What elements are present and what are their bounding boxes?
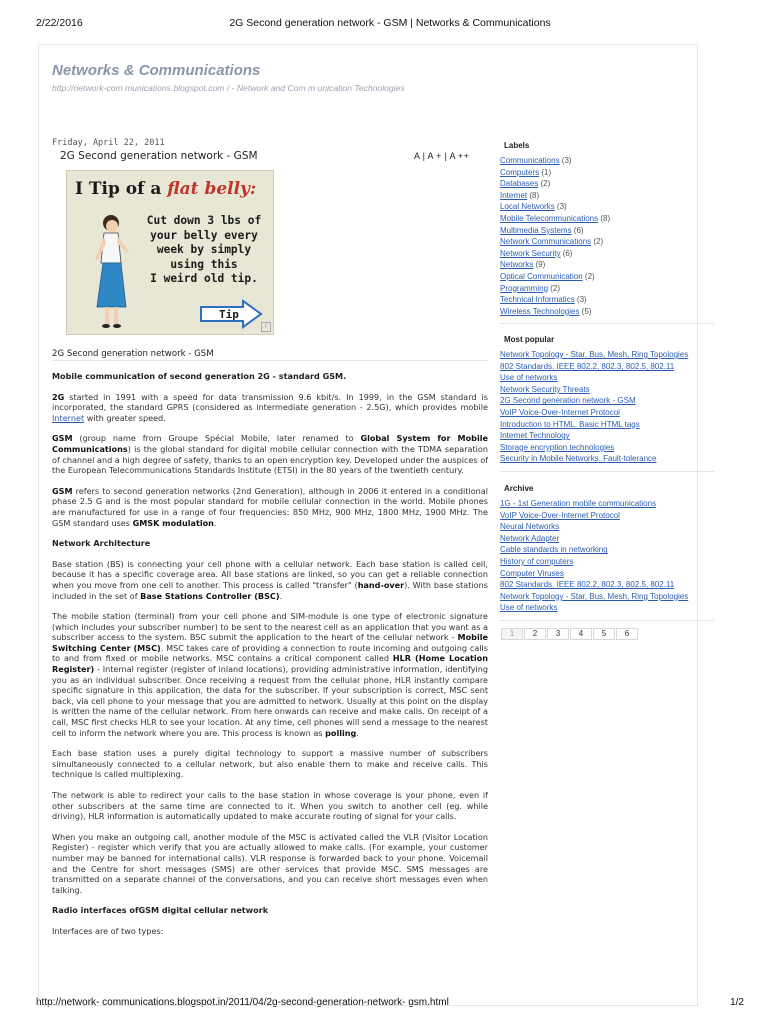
label-link[interactable]: Optical Communication [500, 271, 583, 281]
ad-tip-label: Tip [219, 308, 239, 321]
archive-item [500, 533, 714, 545]
ad-line: week by simply [156, 243, 252, 256]
label-count: (2) [591, 237, 604, 247]
ad-line: Cut down 3 lbs of [146, 214, 262, 227]
ad-line: using this [170, 257, 238, 271]
ad-banner[interactable] [66, 170, 274, 335]
blog-title[interactable]: Networks & Communications [52, 62, 261, 79]
archive-item [500, 544, 714, 556]
popular-item [500, 372, 714, 384]
most-popular-list [500, 349, 714, 465]
post-date: Friday, April 22, 2011 [52, 138, 165, 148]
sidebar-archive [500, 484, 714, 629]
popular-item [500, 361, 714, 373]
label-item [500, 225, 714, 237]
label-item [500, 213, 714, 225]
label-count: (6) [571, 225, 584, 235]
term-2g: 2G [52, 391, 65, 402]
article-paragraph: Each base station uses a purely digital technology to support a massive number of subscribers simultaneously connected to a cellular network, but also enable them to make and receive calls. This technique is called multiplexing. [52, 748, 488, 780]
popular-item [500, 419, 714, 431]
text-span: started in 1991 with a speed for data transmission 9.6 kbit/s. In 1999, in the GSM standard is incorporated, the standard GPRS (considered as intermediate generation - 2.5G), which provides mobile [52, 391, 488, 413]
popular-item [500, 395, 714, 407]
label-link[interactable]: Network Communications [500, 237, 592, 247]
term-gmsk: GMSK modulation [132, 517, 214, 528]
most-popular-title: Most popular [504, 335, 555, 344]
popular-link[interactable]: Internet Technology [500, 431, 570, 441]
text-span: refers to second generation networks (2nd Generation), although in 2006 it entered in a conditional phase 2.5 G and is the most popular standard for mobile cellular connection in the world. Mobile phones are manufactured for use in a range of four frequencies: 850 MHz, 900 MHz, 1800 MHz, 1900 MHz. The GSM standard uses [52, 485, 488, 528]
archive-item [500, 498, 714, 510]
term-msc: Mobile Switching Center (MSC) [52, 632, 488, 653]
term-polling: polling [325, 727, 357, 738]
archive-item [500, 579, 714, 591]
label-link[interactable]: Computers [500, 167, 540, 177]
archive-link[interactable]: History of computers [500, 556, 574, 566]
popular-item [500, 442, 714, 454]
ad-headline [75, 179, 256, 199]
ad-info-icon[interactable]: i [261, 322, 271, 332]
popular-link[interactable]: Introduction to HTML. Basic HTML tags [500, 419, 640, 429]
label-link[interactable]: Multimedia Systems [500, 225, 572, 235]
label-count: (1) [539, 167, 552, 177]
archive-title: Archive [504, 484, 534, 493]
term-bsc: Base Stations Controller (BSC) [140, 590, 280, 601]
label-count: (6) [560, 248, 573, 258]
text-span: Base station (BS) is connecting your cell phone with a cellular network. Each base station is called cell, because it has a specific coverage area. All base stations are linked, so you can get a reliable connection when you move from one cell to another. This process is called "transfer" ( [52, 558, 488, 590]
ad-headline-b: flat belly: [167, 179, 257, 199]
archive-link[interactable]: Cable standards in networking [500, 545, 608, 555]
sidebar-labels [500, 141, 714, 332]
label-item [500, 236, 714, 248]
print-page-number: 1/2 [730, 997, 744, 1008]
popular-link[interactable]: VoIP Voice-Over-Internet Protocol [500, 407, 620, 417]
text-span: ) is the global standard for digital mobile cellular connection with the TDMA separation of channel and a high degree of safety, thanks to an open encryption key. Developed under the auspices of the European Telecommunications Standards Institute (ETSI) in the 80 years of the twentieth century. [52, 443, 488, 476]
ad-headline-a: I Tip of a [75, 179, 168, 199]
article-paragraph [52, 433, 488, 475]
internet-link[interactable]: Internet [52, 412, 85, 423]
label-link[interactable]: Databases [500, 179, 539, 189]
label-count: (5) [579, 306, 592, 316]
archive-link[interactable]: Computer Viruses [500, 568, 564, 578]
archive-link[interactable]: Network Adapter [500, 533, 560, 543]
label-count: (3) [574, 295, 587, 305]
popular-link[interactable]: Use of networks [500, 373, 558, 383]
archive-item [500, 521, 714, 533]
text-span: . [213, 517, 217, 528]
woman-illustration-icon [83, 211, 141, 331]
archive-item [500, 556, 714, 568]
page-link[interactable]: 2 [524, 628, 546, 640]
popular-item [500, 349, 714, 361]
term-gsm-full: Global System for Mobile Communications [52, 433, 488, 454]
label-link[interactable]: Internet [500, 190, 528, 200]
label-count: (2) [582, 271, 595, 281]
label-item [500, 294, 714, 306]
labels-list [500, 155, 714, 317]
post-title[interactable]: 2G Second generation network - GSM [60, 150, 258, 162]
ad-line: your belly every [150, 228, 258, 242]
archive-pagination [501, 628, 639, 640]
popular-link[interactable]: Network Topology - Star, Bus, Mesh, Ring Topologies [500, 350, 689, 359]
popular-item [500, 453, 714, 465]
archive-link[interactable]: Network Topology - Star, Bus, Mesh, Ring Topologies [500, 591, 689, 601]
label-count: (3) [559, 156, 572, 165]
ad-line: I weird old tip. [150, 272, 258, 285]
archive-link[interactable]: Use of networks [500, 603, 558, 613]
article-paragraph [52, 392, 488, 424]
popular-link[interactable]: 2G Second generation network - GSM [500, 396, 636, 406]
text-span: . [356, 727, 359, 738]
print-title: 2G Second generation network - GSM | Networks & Communications [229, 17, 551, 29]
label-link[interactable]: Programming [500, 283, 549, 293]
archive-item [500, 602, 714, 614]
label-link[interactable]: Communications [500, 156, 560, 165]
term-gsm: GSM [52, 433, 73, 444]
font-size-controls[interactable]: A | A + | A ++ [414, 151, 470, 161]
label-count: (2) [538, 179, 551, 189]
term-gsm: GSM [52, 485, 73, 496]
archive-item [500, 510, 714, 522]
archive-link[interactable]: Neural Networks [500, 522, 560, 532]
label-link[interactable]: Technical Informatics [500, 295, 575, 305]
label-item [500, 306, 714, 318]
network-architecture-heading: Network Architecture [52, 538, 151, 549]
article-paragraph: The network is able to redirect your calls to the base station in whose coverage is your phone, even if other subscribers at the same time are connected to it. When you switch to another cell (eg. while driving), HLR information is automatically updated to make accurate routing of signal for your calls. [52, 790, 488, 822]
archive-list [500, 498, 714, 614]
label-item [500, 283, 714, 295]
sidebar-divider [500, 471, 714, 472]
page-link[interactable]: 1 [501, 628, 523, 640]
label-item [500, 259, 714, 271]
print-url: http://network- communications.blogspot.in/2011/04/2g-second-generation-network- gsm.html [36, 997, 449, 1008]
sidebar-divider [500, 620, 714, 621]
popular-link[interactable]: Security in Mobile Networks. Fault-tolerance [500, 454, 657, 464]
article-subheading: Mobile communication of second generation 2G - standard GSM. [52, 371, 347, 381]
archive-item [500, 568, 714, 580]
label-link[interactable]: Networks [500, 260, 534, 270]
label-count: (9) [533, 260, 546, 270]
sidebar-divider [500, 323, 714, 324]
archive-link[interactable]: 802 Standards. IEEE 802.2, 802.3, 802.5, 802.11 [500, 580, 675, 590]
popular-link[interactable]: Network Security Threats [500, 384, 590, 394]
label-count: (2) [548, 283, 561, 293]
article-paragraph: When you make an outgoing call, another module of the MSC is activated called the VLR (Visitor Location Register) - register which verify that you are actually allowed to make calls. (For example, your customer number may be banned for international calls). VLR response is forwarded back to your phone. Voicemail and the Centre for short messages (SMS) are other services that provide MSC. SMS messages are transmitted on a separate channel of the conversations, and you can receive short messages even when talking. [52, 831, 488, 895]
label-item [500, 167, 714, 179]
popular-item [500, 384, 714, 396]
label-count: (8) [598, 213, 611, 223]
text-span: ). With base stations included in the set of [52, 579, 488, 601]
article-paragraph [52, 486, 488, 528]
label-link[interactable]: Wireless Technologies [500, 306, 580, 316]
label-link[interactable]: Local Networks [500, 202, 555, 212]
text-span: - Internal register (register of inland locations), providing administrative information, identifying you as an individual subscriber. Once receiving a request from the cellular phone, HLR instantly compare specific signature in this application, the data for the subscriber. If your subscription is correct, MSC sent back, via cell phone to your message that you are admitted to network. Usually at this point on the display is written the name of the cellular network. From here onwards can receive and make calls. On receipt of a call, MSC first checks HLR to see your location. At any time, cell phones will send a message to the nearest cell to inform the network where you are. This process is known as [52, 664, 488, 738]
archive-link[interactable]: 1G - 1st Generation mobile communications [500, 499, 657, 508]
label-item [500, 155, 714, 167]
page-link[interactable]: 4 [570, 628, 592, 640]
section-divider [52, 360, 488, 361]
label-item [500, 248, 714, 260]
term-hlr: HLR (Home Location Register) [52, 653, 488, 675]
section-heading: 2G Second generation network - GSM [52, 349, 214, 359]
text-span: The mobile station (terminal) from your cell phone and SIM-module is one type of electronic signature (which includes your subscriber number) to be sent to the nearest cell as an application that you want as a subscriber access to the system. BSC submit the application to the heart of the cellular network - [52, 611, 488, 643]
text-span: (group name from Groupe Spécial Mobile, later renamed to [72, 433, 361, 444]
blog-description: http://network-com munications.blogspot.com / - Network and Com m unication Technologies [52, 83, 405, 93]
archive-link[interactable]: VoIP Voice-Over-Internet Protocol [500, 510, 620, 520]
text-span: with greater speed. [84, 412, 166, 423]
popular-link[interactable]: 802 Standards. IEEE 802.2, 802.3, 802.5, 802.11 [500, 361, 675, 371]
radio-interfaces-heading: Radio interfaces ofGSM digital cellular network [52, 905, 269, 916]
article-body [52, 371, 488, 947]
article-paragraph [52, 559, 488, 601]
page-link[interactable]: 6 [616, 628, 638, 640]
page-link[interactable]: 3 [547, 628, 569, 640]
labels-title: Labels [504, 141, 530, 150]
print-date: 2/22/2016 [36, 17, 83, 29]
label-count: (3) [554, 202, 567, 212]
article-paragraph: Interfaces are of two types: [52, 925, 164, 936]
archive-item [500, 591, 714, 603]
term-handover: hand-over [357, 579, 405, 590]
article-paragraph [52, 611, 488, 738]
popular-link[interactable]: Storage encryption technologies [500, 442, 615, 452]
label-item [500, 178, 714, 190]
tip-arrow-icon[interactable] [199, 299, 263, 329]
popular-item [500, 430, 714, 442]
popular-item [500, 407, 714, 419]
label-link[interactable]: Network Security [500, 248, 561, 258]
print-header [36, 17, 744, 31]
page-link[interactable]: 5 [593, 628, 615, 640]
label-count: (8) [527, 190, 540, 200]
label-link[interactable]: Mobile Telecommunications [500, 213, 599, 223]
text-span: . MSC takes care of providing a connection to route incoming and outgoing calls to and from fixed or mobile networks. MSC contains a critical component called [52, 642, 488, 664]
ad-body [141, 214, 267, 287]
sidebar-most-popular [500, 335, 714, 480]
label-item [500, 201, 714, 213]
label-item [500, 190, 714, 202]
text-span: . [279, 590, 283, 601]
label-item [500, 271, 714, 283]
